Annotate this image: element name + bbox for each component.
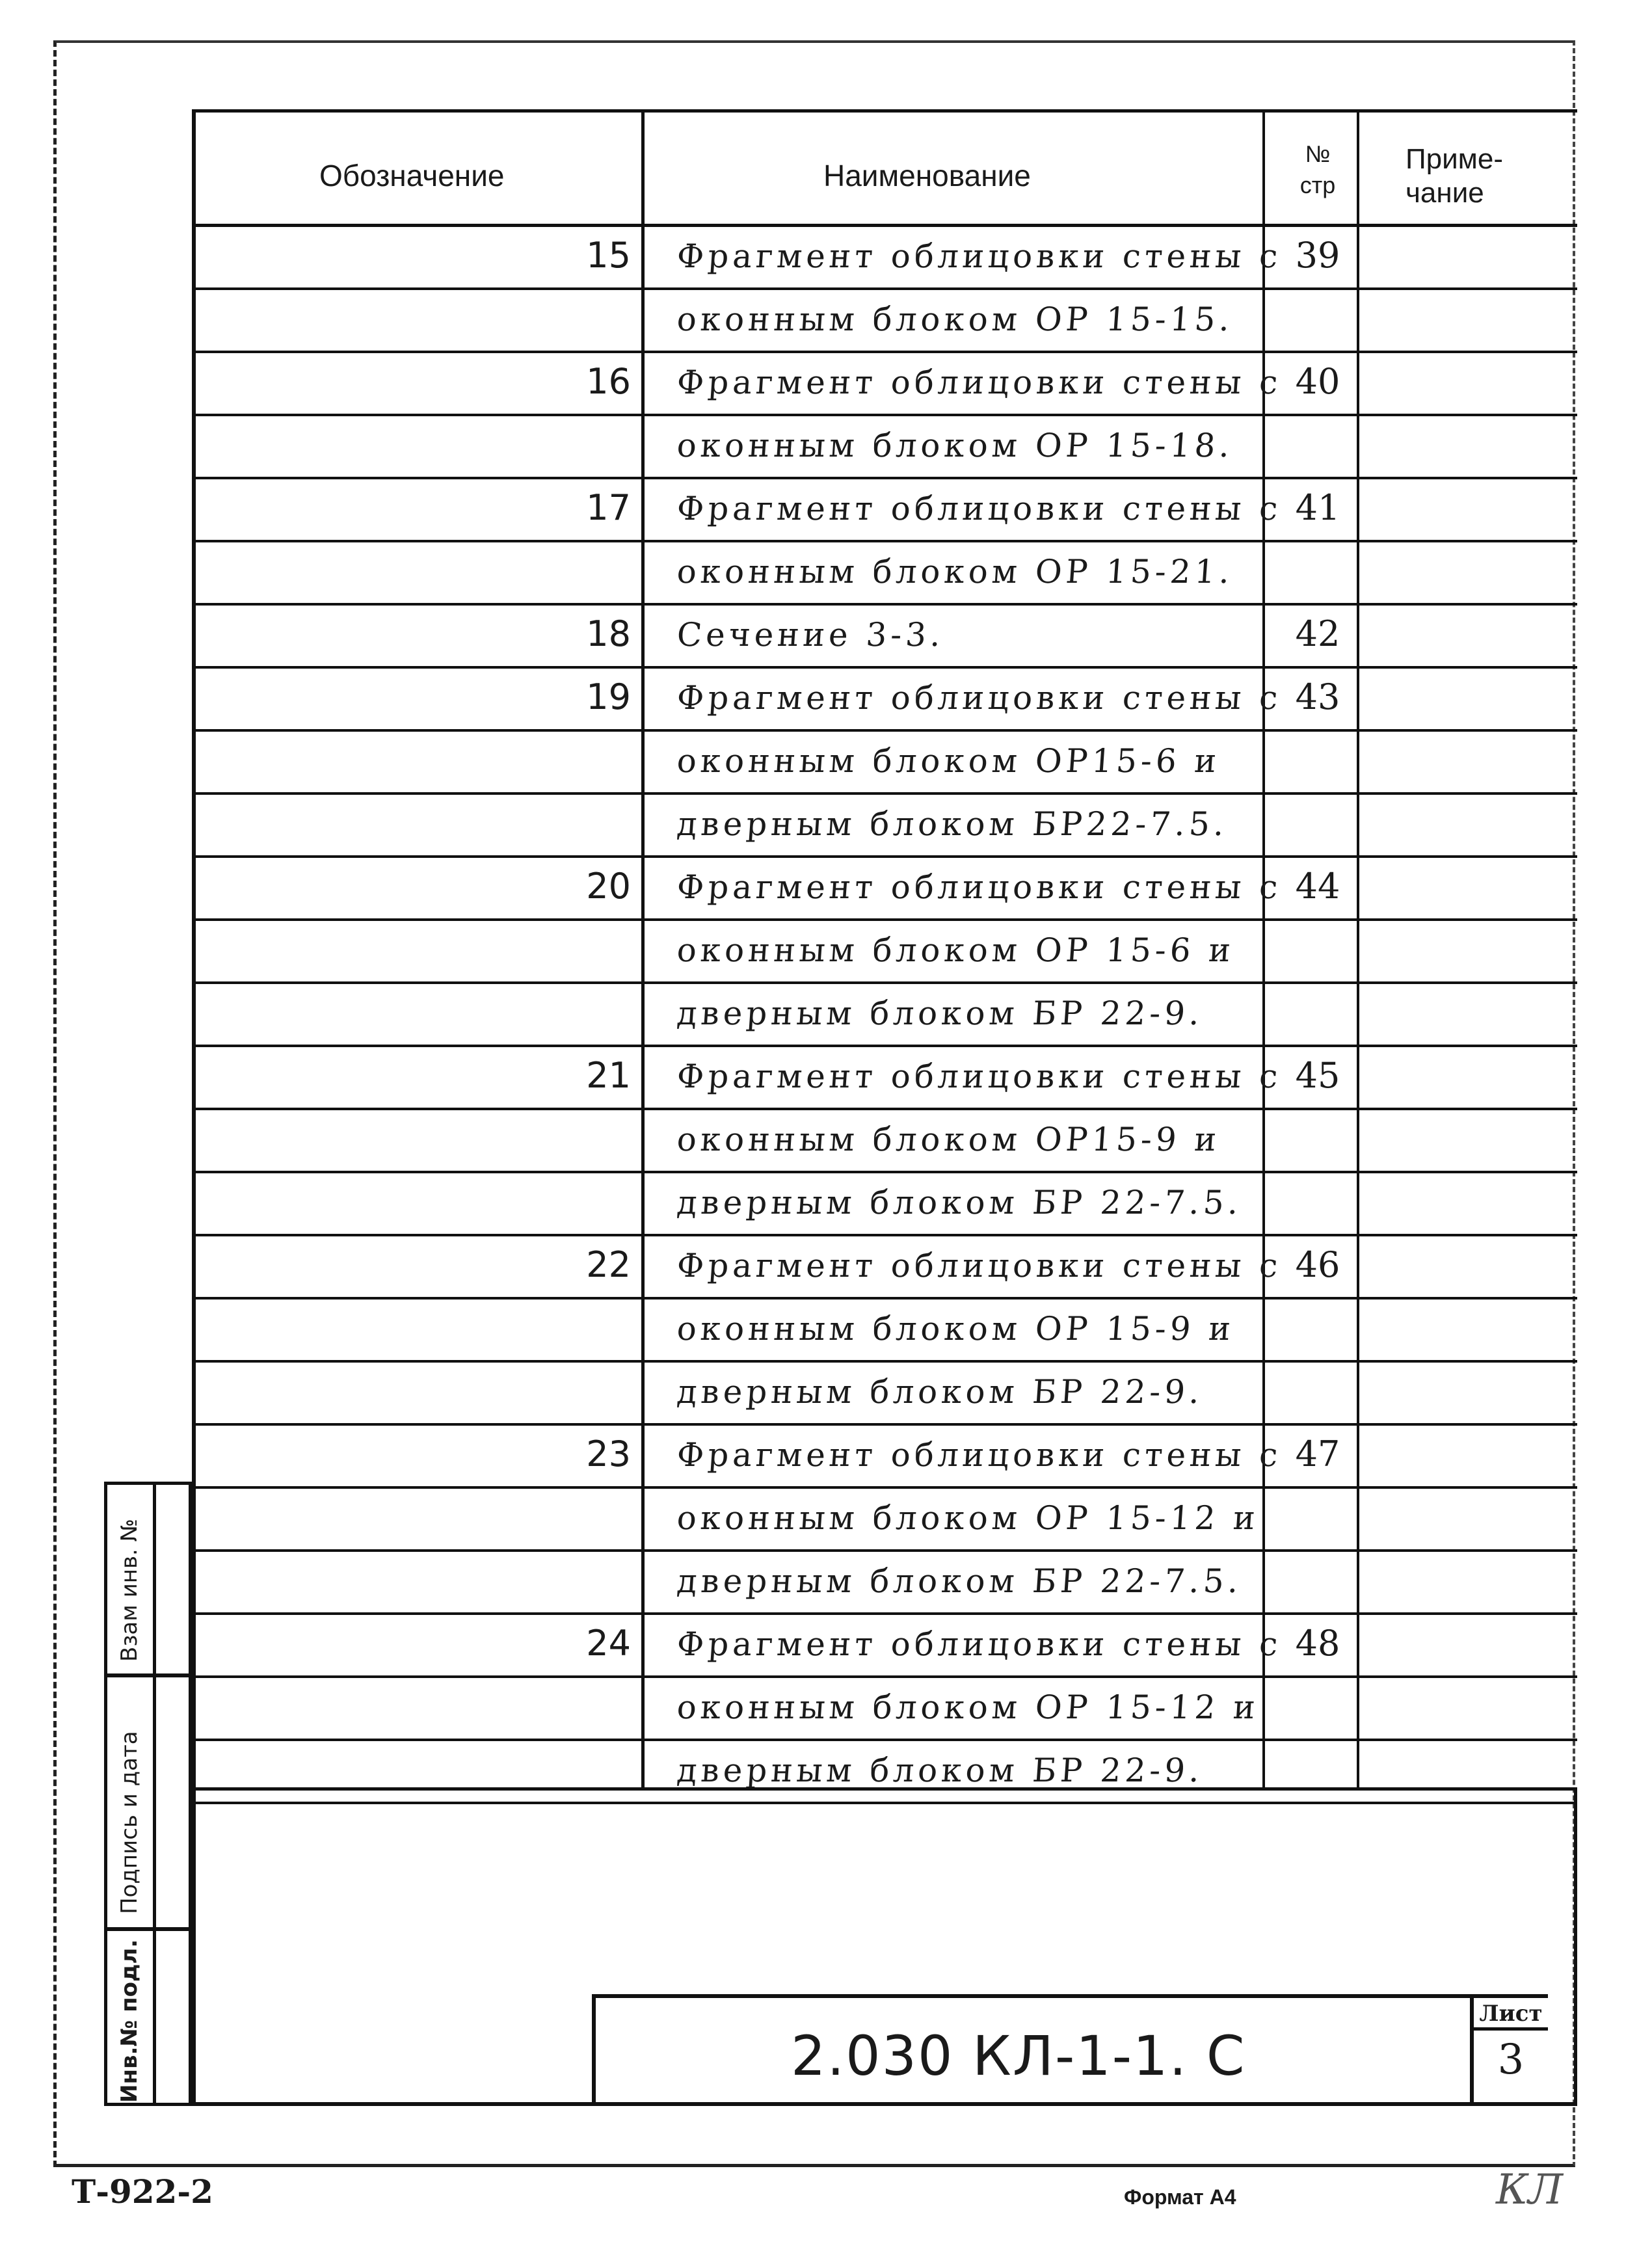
row-page: 41: [1295, 487, 1340, 528]
spec-table: [192, 109, 1577, 1787]
row-page: 43: [1295, 676, 1340, 717]
table-row: [196, 984, 1577, 1047]
table-row: [196, 1426, 1577, 1489]
row-page: 48: [1295, 1623, 1340, 1664]
row-name: Фрагмент облицовки стены с: [675, 490, 1283, 527]
table-row: [196, 1552, 1577, 1615]
row-name: оконным блоком ОР 15-18.: [675, 427, 1235, 464]
table-row: [196, 1300, 1577, 1363]
table-row: [196, 227, 1577, 290]
row-name: Фрагмент облицовки стены с: [675, 364, 1283, 401]
row-name: дверным блоком БР22-7.5.: [675, 805, 1229, 843]
row-name: Фрагмент облицовки стены с: [675, 1436, 1283, 1474]
footer-code: Т-922-2: [72, 2172, 213, 2211]
table-row: [196, 542, 1577, 606]
row-name: дверным блоком БР 22-9.: [675, 994, 1205, 1032]
row-name: оконным блоком ОР 15-15.: [675, 300, 1235, 338]
table-row: [196, 921, 1577, 984]
row-name: Фрагмент облицовки стены с: [675, 237, 1283, 275]
sheet-label: Лист: [1474, 1998, 1548, 2031]
row-name: оконным блоком ОР 15-9 и: [675, 1310, 1236, 1348]
row-name: оконным блоком ОР 15-21.: [675, 553, 1235, 591]
row-number: 24: [586, 1623, 631, 1664]
table-row: [196, 1173, 1577, 1236]
header-page-line1: №: [1305, 140, 1331, 167]
row-number: 23: [586, 1433, 631, 1474]
table-row: [196, 858, 1577, 921]
row-number: 15: [586, 235, 631, 276]
table-row: [196, 1489, 1577, 1552]
table-row: [196, 1363, 1577, 1426]
table-row: [196, 1047, 1577, 1110]
footer-mark: КЛ: [1496, 2166, 1563, 2214]
row-page: 47: [1295, 1433, 1340, 1474]
title-block: [592, 1994, 1548, 2106]
table-row: [196, 732, 1577, 795]
header-page-line2: стр: [1299, 172, 1336, 198]
row-name: Фрагмент облицовки стены с: [675, 868, 1283, 906]
side-stamp-separator: [107, 1927, 192, 1931]
side-stamp-divider: [153, 1485, 156, 2103]
row-page: 46: [1295, 1244, 1340, 1285]
row-name: Фрагмент облицовки стены с: [675, 1625, 1283, 1663]
header-designation: Обозначение: [319, 159, 505, 193]
row-name: дверным блоком БР 22-9.: [675, 1752, 1205, 1789]
footer-format: Формат А4: [1124, 2185, 1236, 2209]
row-name: оконным блоком ОР 15-12 и: [675, 1499, 1260, 1537]
row-name: оконным блоком ОР15-9 и: [675, 1121, 1222, 1158]
document-designation: 2.030 КЛ-1-1. С: [791, 2024, 1246, 2088]
row-page: 39: [1295, 235, 1340, 276]
row-name: дверным блоком БР 22-9.: [675, 1373, 1205, 1411]
side-vzam-inv: Взам инв. №: [116, 1518, 142, 1662]
sheet-number: 3: [1497, 2036, 1525, 2084]
side-stamp: [104, 1482, 192, 2106]
row-name: дверным блоком БР 22-7.5.: [675, 1184, 1244, 1221]
table-row: [196, 353, 1577, 416]
header-page-number: [1288, 139, 1347, 201]
table-row: [196, 795, 1577, 858]
table-row: [196, 1615, 1577, 1678]
table-row: [196, 479, 1577, 542]
header-note-line2: чание: [1406, 177, 1484, 209]
row-name: оконным блоком ОР15-6 и: [675, 742, 1222, 780]
row-page: 42: [1295, 613, 1340, 654]
table-row: [196, 1678, 1577, 1741]
row-page: 40: [1295, 361, 1340, 402]
header-note-line1: Приме-: [1406, 143, 1504, 175]
row-page: 44: [1295, 866, 1340, 907]
row-name: Фрагмент облицовки стены с: [675, 1247, 1283, 1285]
table-header: [196, 113, 1577, 227]
table-row: [196, 290, 1577, 353]
side-stamp-separator: [107, 1673, 192, 1677]
table-row: [196, 606, 1577, 669]
row-name: Сечение 3-3.: [675, 616, 946, 654]
table-row: [196, 1236, 1577, 1300]
side-podpis-data: Подпись и дата: [116, 1731, 142, 1914]
header-note: [1406, 142, 1503, 210]
row-number: 17: [586, 487, 631, 528]
table-row: [196, 1110, 1577, 1173]
row-number: 19: [586, 676, 631, 717]
row-number: 20: [586, 866, 631, 907]
row-name: Фрагмент облицовки стены с: [675, 679, 1283, 717]
row-number: 18: [586, 613, 631, 654]
row-number: 22: [586, 1244, 631, 1285]
row-page: 45: [1295, 1055, 1340, 1096]
sheet-number-cell: [1470, 1998, 1548, 2106]
table-row: [196, 669, 1577, 732]
row-number: 21: [586, 1055, 631, 1096]
row-name: Фрагмент облицовки стены с: [675, 1058, 1283, 1095]
side-inv-podl: Инв.№ подл.: [116, 1939, 142, 2103]
row-number: 16: [586, 361, 631, 402]
table-row: [196, 416, 1577, 479]
header-name: Наименование: [823, 159, 1031, 193]
row-name: оконным блоком ОР 15-6 и: [675, 931, 1236, 969]
row-name: дверным блоком БР 22-7.5.: [675, 1562, 1244, 1600]
row-name: оконным блоком ОР 15-12 и: [675, 1688, 1260, 1726]
